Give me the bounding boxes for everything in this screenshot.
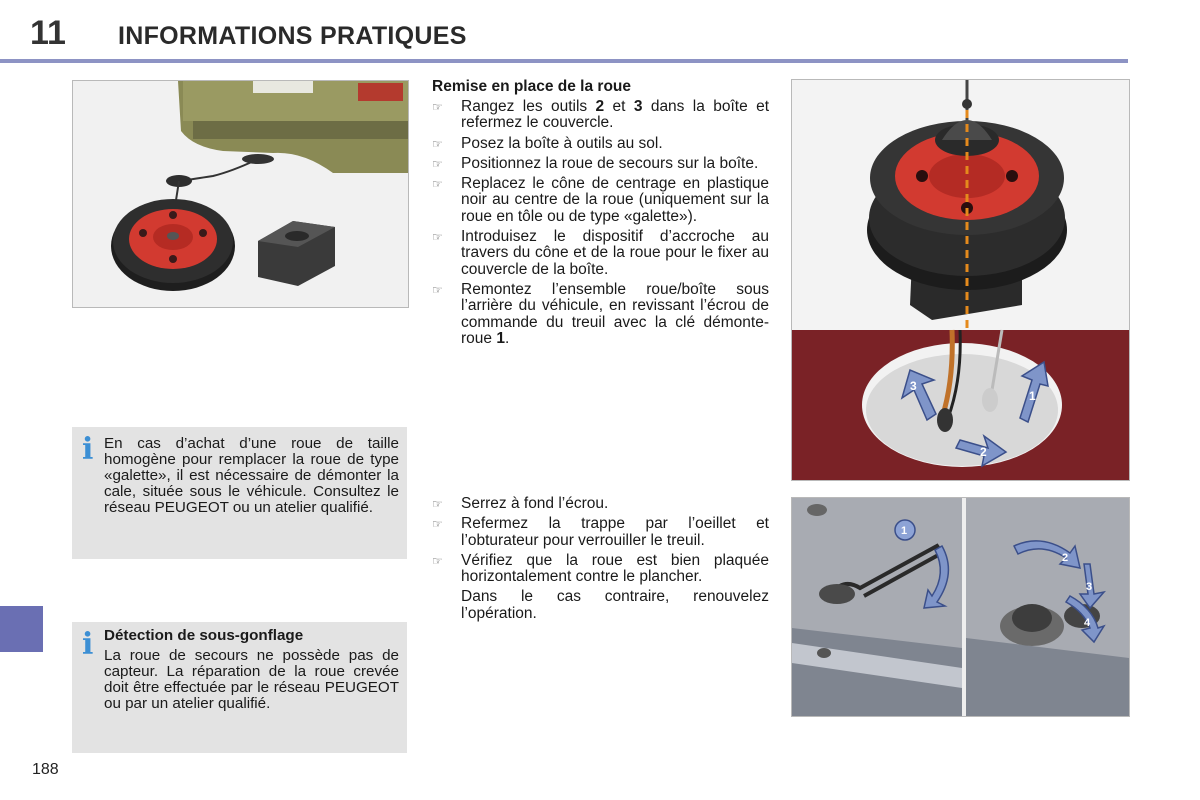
chapter-number: 11 xyxy=(30,14,66,52)
pointing-hand-icon: ☞ xyxy=(432,282,443,297)
step-item: ☞ Rangez les outils 2 et 3 dans la boîte et refermez le couvercle. xyxy=(432,98,769,132)
spare-wheel-illustration xyxy=(111,199,235,291)
step-item: ☞ Posez la boîte à outils au sol. xyxy=(432,134,663,152)
section-refit-wheel xyxy=(432,78,769,351)
floor-label-2: 2 xyxy=(1062,552,1069,564)
section-title: Remise en place de la roue xyxy=(432,78,632,95)
info-box-text: En cas d’achat d’une roue de taille homogène pour remplacer la roue de type «galette», il est nécessaire de démonter la cale, située sous le véhicule. Consultez le réseau PEUGEOT ou un atelier qualifié. xyxy=(104,435,399,516)
info-icon: i xyxy=(82,627,94,662)
step-item: ☞ Positionnez la roue de secours sur la boîte. xyxy=(432,154,759,172)
info-icon: i xyxy=(82,432,94,467)
floor-label-4: 4 xyxy=(1084,617,1091,629)
photo-car-spare-wheel xyxy=(72,80,409,308)
floor-label-3: 3 xyxy=(1086,581,1093,593)
step-item: ☞ Vérifiez que la roue est bien plaquée horizontalement contre le plancher. xyxy=(432,551,769,586)
note-text: Dans le cas contraire, renouvelez l’opération. xyxy=(461,588,769,622)
photo-floor-hatch xyxy=(791,497,1130,717)
winch-label-1: 1 xyxy=(1029,389,1036,403)
section-lock-winch xyxy=(432,496,769,622)
info-box-galette xyxy=(72,427,407,559)
pointing-hand-icon: ☞ xyxy=(432,136,443,151)
step-item: ☞ Remontez l’ensemble roue/boîte sous l’arrière du véhicule, en revissant l’écrou de commande du treuil avec la clé démonte-roue 1. xyxy=(432,280,769,347)
chapter-side-tab xyxy=(0,606,43,652)
step-item: ☞ Introduisez le dispositif d’accroche au travers du cône et de la roue pour le fixer au couvercle de la boîte. xyxy=(432,228,769,278)
pointing-hand-icon: ☞ xyxy=(432,517,443,532)
step-item: ☞ Refermez la trappe par l’oeillet et l’obturateur pour verrouiller le treuil. xyxy=(432,515,769,549)
pointing-hand-icon: ☞ xyxy=(432,497,443,511)
pointing-hand-icon: ☞ xyxy=(432,100,443,114)
pointing-hand-icon: ☞ xyxy=(432,553,443,568)
header-rule xyxy=(0,59,1128,63)
pointing-hand-icon: ☞ xyxy=(432,230,443,245)
step-item: ☞ Serrez à fond l’écrou. xyxy=(432,495,609,512)
floor-label-1a: 1 xyxy=(901,525,908,537)
step-item: ☞ Replacez le cône de centrage en plastique noir au centre de la roue (uniquement sur la roue en tôle ou de type «galette»). xyxy=(432,175,769,225)
winch-label-2: 2 xyxy=(980,445,987,459)
photo-wheel-winch xyxy=(791,79,1130,481)
winch-label-3: 3 xyxy=(910,379,917,393)
pointing-hand-icon: ☞ xyxy=(432,177,443,192)
info-box-title: Détection de sous-gonflage xyxy=(104,627,304,644)
info-box-underinflation xyxy=(72,622,407,753)
info-box-text: La roue de secours ne possède pas de capteur. La réparation de la roue crevée doit être effectuée par le réseau PEUGEOT ou par un atelier qualifié. xyxy=(104,647,399,712)
pointing-hand-icon: ☞ xyxy=(432,156,443,171)
page-number: 188 xyxy=(32,761,59,778)
chapter-title: INFORMATIONS PRATIQUES xyxy=(118,22,467,50)
